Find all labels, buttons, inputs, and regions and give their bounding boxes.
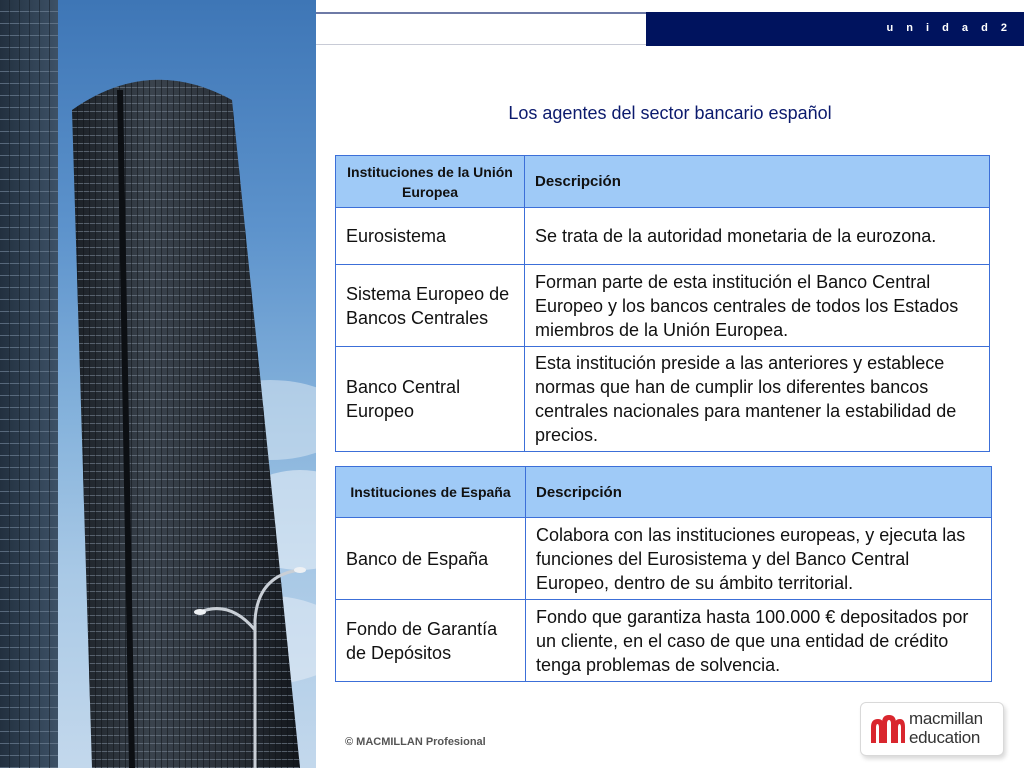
column-header-description: Descripción — [525, 156, 990, 208]
description-cell: Se trata de la autoridad monetaria de la eurozona. — [525, 208, 990, 265]
table-header-row — [336, 467, 992, 518]
copyright-text: © MACMILLAN Profesional — [345, 736, 486, 748]
skyscraper-illustration — [0, 0, 316, 768]
institution-cell: Banco Central Europeo — [336, 347, 525, 452]
header-left-field — [316, 14, 646, 45]
institution-cell: Fondo de Garantía de Depósitos — [336, 600, 526, 682]
unit-label: u n i d a d 2 — [886, 22, 1012, 34]
skyscraper-photo — [0, 0, 316, 768]
table-header-row — [336, 156, 990, 208]
description-cell: Fondo que garantiza hasta 100.000 € depositados por un cliente, en el caso de que una entidad de crédito tenga problemas de solvencia. — [526, 600, 992, 682]
institution-cell: Sistema Europeo de Bancos Centrales — [336, 265, 525, 347]
macmillan-education-logo — [860, 702, 1004, 756]
column-header-institution: Instituciones de España — [336, 467, 526, 518]
table-row — [336, 265, 990, 347]
table-row — [336, 518, 992, 600]
institution-cell: Eurosistema — [336, 208, 525, 265]
eu-institutions-table — [335, 155, 990, 452]
logo-line2: education — [909, 728, 981, 747]
logo-line1: macmillan — [909, 709, 983, 728]
macmillan-mark-icon — [870, 713, 906, 745]
table-row — [336, 208, 990, 265]
description-cell: Esta institución preside a las anteriores y establece normas que han de cumplir los diferentes bancos centrales nacionales para mantener la estabilidad de precios. — [525, 347, 990, 452]
page-title: Los agentes del sector bancario español — [508, 103, 832, 123]
description-cell: Colabora con las instituciones europeas, y ejecuta las funciones del Eurosistema y del Banco Central Europeo, dentro de su ámbito territorial. — [526, 518, 992, 600]
unit-header-bar — [646, 12, 1024, 46]
column-header-institution: Instituciones de la Unión Europea — [336, 156, 525, 208]
table-row — [336, 347, 990, 452]
table-row — [336, 600, 992, 682]
column-header-description: Descripción — [526, 467, 992, 518]
spain-institutions-table — [335, 466, 992, 682]
description-cell: Forman parte de esta institución el Banco Central Europeo y los bancos centrales de todos los Estados miembros de la Unión Europea. — [525, 265, 990, 347]
institution-cell: Banco de España — [336, 518, 526, 600]
logo-wordmark — [909, 709, 983, 747]
